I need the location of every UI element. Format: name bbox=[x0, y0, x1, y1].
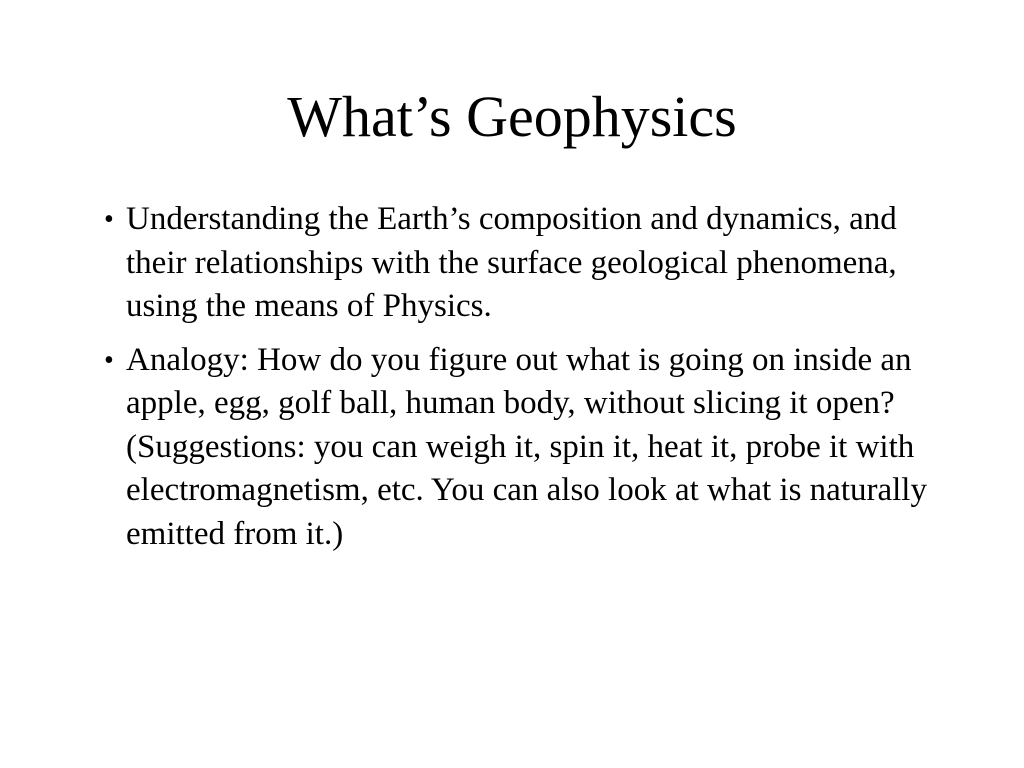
bullet-text: Understanding the Earth’s composition and dynamics, and their relationships with the surface geological phenomena, using the means of Physics. bbox=[126, 201, 897, 324]
slide-title: What’s Geophysics bbox=[287, 84, 737, 149]
bullet-dot-icon: • bbox=[104, 344, 114, 376]
bullet-item bbox=[104, 339, 930, 557]
bullet-item bbox=[104, 198, 930, 329]
bullet-list bbox=[104, 198, 930, 566]
bullet-text: Analogy: How do you figure out what is going on inside an apple, egg, golf ball, human body, without slicing it open? (Suggestions: you can weigh it, spin it, heat it, probe it with electromagnetism, etc. You can also look at what is naturally emitted from it.) bbox=[126, 341, 927, 552]
bullet-dot-icon: • bbox=[104, 204, 114, 235]
